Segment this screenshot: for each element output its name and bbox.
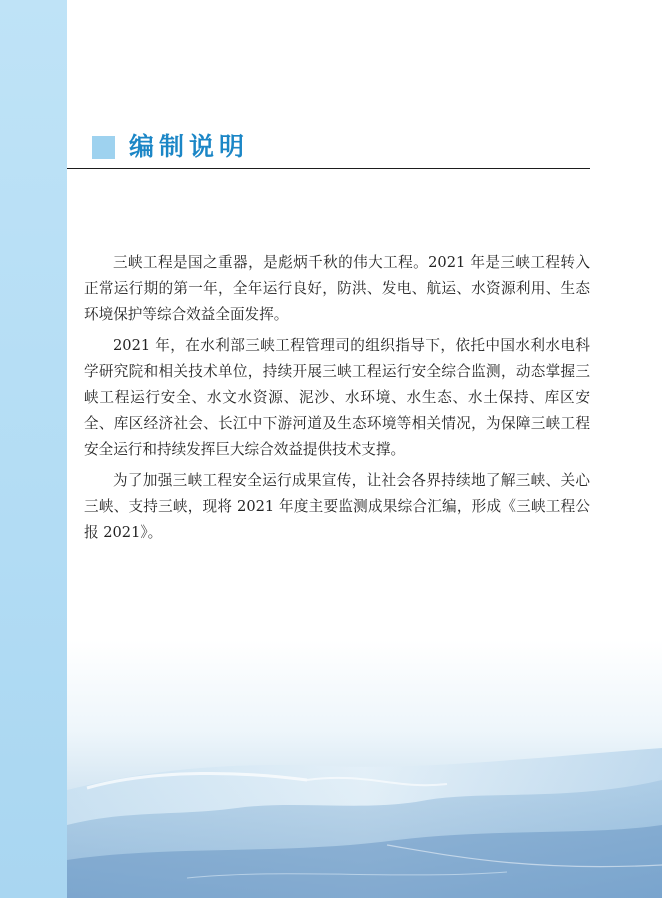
header-square-marker [92,136,115,159]
background-dam-photo [67,640,662,898]
section-title: 编制说明 [129,132,250,161]
section-header [67,128,590,169]
paragraph-2: 2021 年，在水利部三峡工程管理司的组织指导下，依托中国水利水电科学研究院和相关技术单位，持续开展三峡工程运行安全综合监测，动态掌握三峡工程运行安全、水文水资源、泥沙、水环境、水生态、水土保持、库区安全、库区经济社会、长江中下游河道及生态环境等相关情况，为保障三峡工程安全运行和持续发挥巨大综合效益提供技术支撑。 [84,337,590,458]
body-text [84,250,590,551]
paragraph-3: 为了加强三峡工程安全运行成果宣传，让社会各界持续地了解三峡、关心三峡、支持三峡，现将 2021 年度主要监测成果综合汇编，形成《三峡工程公报 2021》。 [84,472,590,541]
paragraph-1: 三峡工程是国之重器，是彪炳千秋的伟大工程。2021 年是三峡工程转入正常运行期的第一年，全年运行良好，防洪、发电、航运、水资源利用、生态环境保护等综合效益全面发挥。 [84,254,590,323]
side-color-band [0,0,67,898]
